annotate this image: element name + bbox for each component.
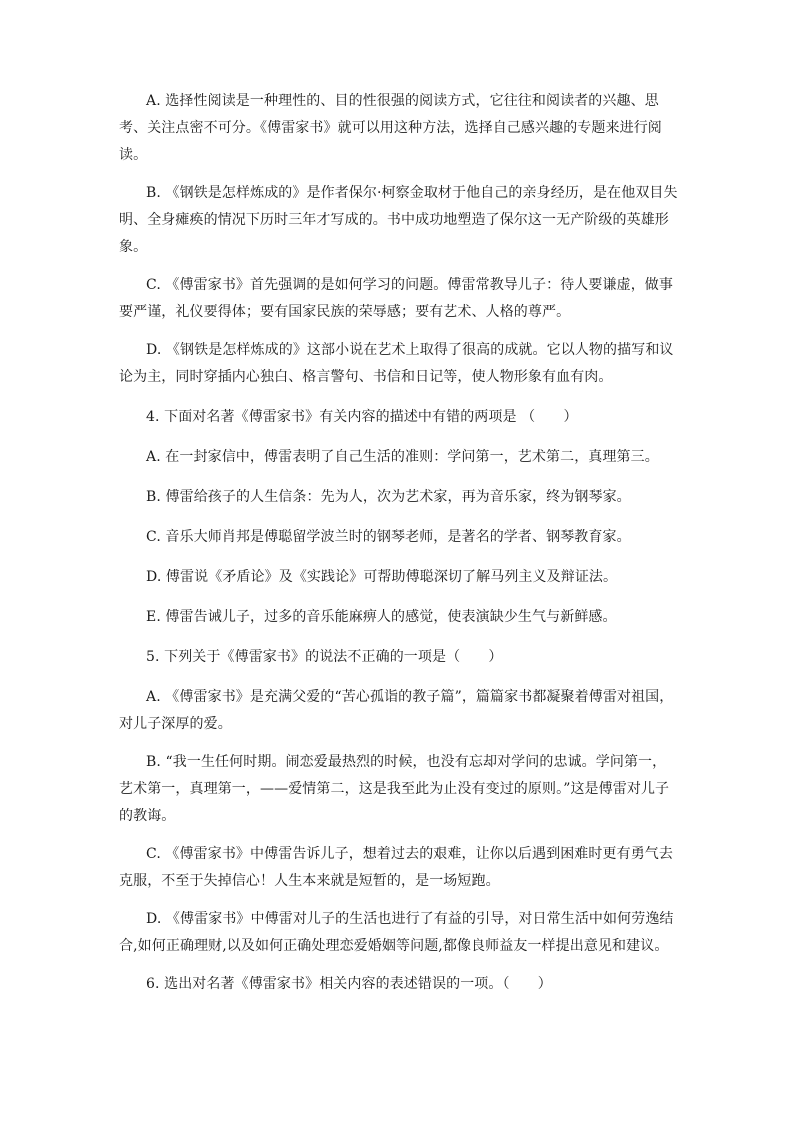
q4-option-a: A. 在一封家信中，傅雷表明了自己生活的准则：学问第一，艺术第二，真理第三。 [146, 449, 659, 465]
option-a-paragraph: A. 选择性阅读是一种理性的、目的性很强的阅读方式，它往往和阅读者的兴趣、思考、关注点密不可分。《傅雷家书》就可以用这种方法，选择自己感兴趣的专题来进行阅读。 [119, 93, 662, 163]
q5-option-b: B. “我一生任何时期。闹恋爱最热烈的时候，也没有忘却对学问的忠诚。学问第一，艺术第一，真理第一，——爱情第二，这是我至此为止没有变过的原则。”这是傅雷对儿子的教诲。 [119, 754, 670, 824]
question-6-stem: 6. 选出对名著《傅雷家书》相关内容的表述错误的一项。（ ） [146, 976, 552, 992]
q5-option-a: A. 《傅雷家书》是充满父爱的“苦心孤诣的教子篇”，篇篇家书都凝聚着傅雷对祖国，对儿子深厚的爱。 [119, 689, 674, 732]
option-b-paragraph: B. 《钢铁是怎样炼成的》是作者保尔·柯察金取材于他自己的亲身经历，是在他双目失明、全身瘫痪的情况下历时三年才写成的。书中成功地塑造了保尔这一无产阶级的英雄形象。 [119, 185, 678, 255]
option-d-paragraph: D. 《钢铁是怎样炼成的》这部小说在艺术上取得了很高的成就。它以人物的描写和议论为主，同时穿插内心独白、格言警句、书信和日记等，使人物形象有血有肉。 [119, 342, 674, 385]
q4-option-b: B. 傅雷给孩子的人生信条：先为人，次为艺术家，再为音乐家，终为钢琴家。 [146, 489, 631, 505]
q4-option-c: C. 音乐大师肖邦是傅聪留学波兰时的钢琴老师，是著名的学者、钢琴教育家。 [146, 529, 631, 545]
question-4-stem: 4. 下面对名著《傅雷家书》有关内容的描述中有错的两项是 （ ） [146, 409, 578, 425]
document-page [119, 88, 679, 998]
q5-option-c: C. 《傅雷家书》中傅雷告诉儿子，想着过去的艰难，让你以后遇到困难时更有勇气去克服，不至于失掉信心！人生本来就是短暂的，是一场短跑。 [119, 846, 674, 889]
q4-option-d: D. 傅雷说《矛盾论》及《实践论》可帮助傅聪深切了解马列主义及辩证法。 [146, 569, 618, 585]
q5-option-d: D. 《傅雷家书》中傅雷对儿子的生活也进行了有益的引导，对日常生活中如何劳逸结合,如何正确理财,以及如何正确处理恋爱婚姻等问题,都像良师益友一样提出意见和建议。 [119, 911, 674, 954]
q4-option-e: E. 傅雷告诫儿子，过多的音乐能麻痹人的感觉，使表演缺少生气与新鲜感。 [146, 609, 617, 625]
option-c-paragraph: C. 《傅雷家书》首先强调的是如何学习的问题。傅雷常教导儿子：待人要谦虚，做事要严谨，礼仪要得体；要有国家民族的荣辱感；要有艺术、人格的尊严。 [119, 277, 674, 320]
question-5-stem: 5. 下列关于《傅雷家书》的说法不正确的一项是（ ） [146, 649, 503, 665]
